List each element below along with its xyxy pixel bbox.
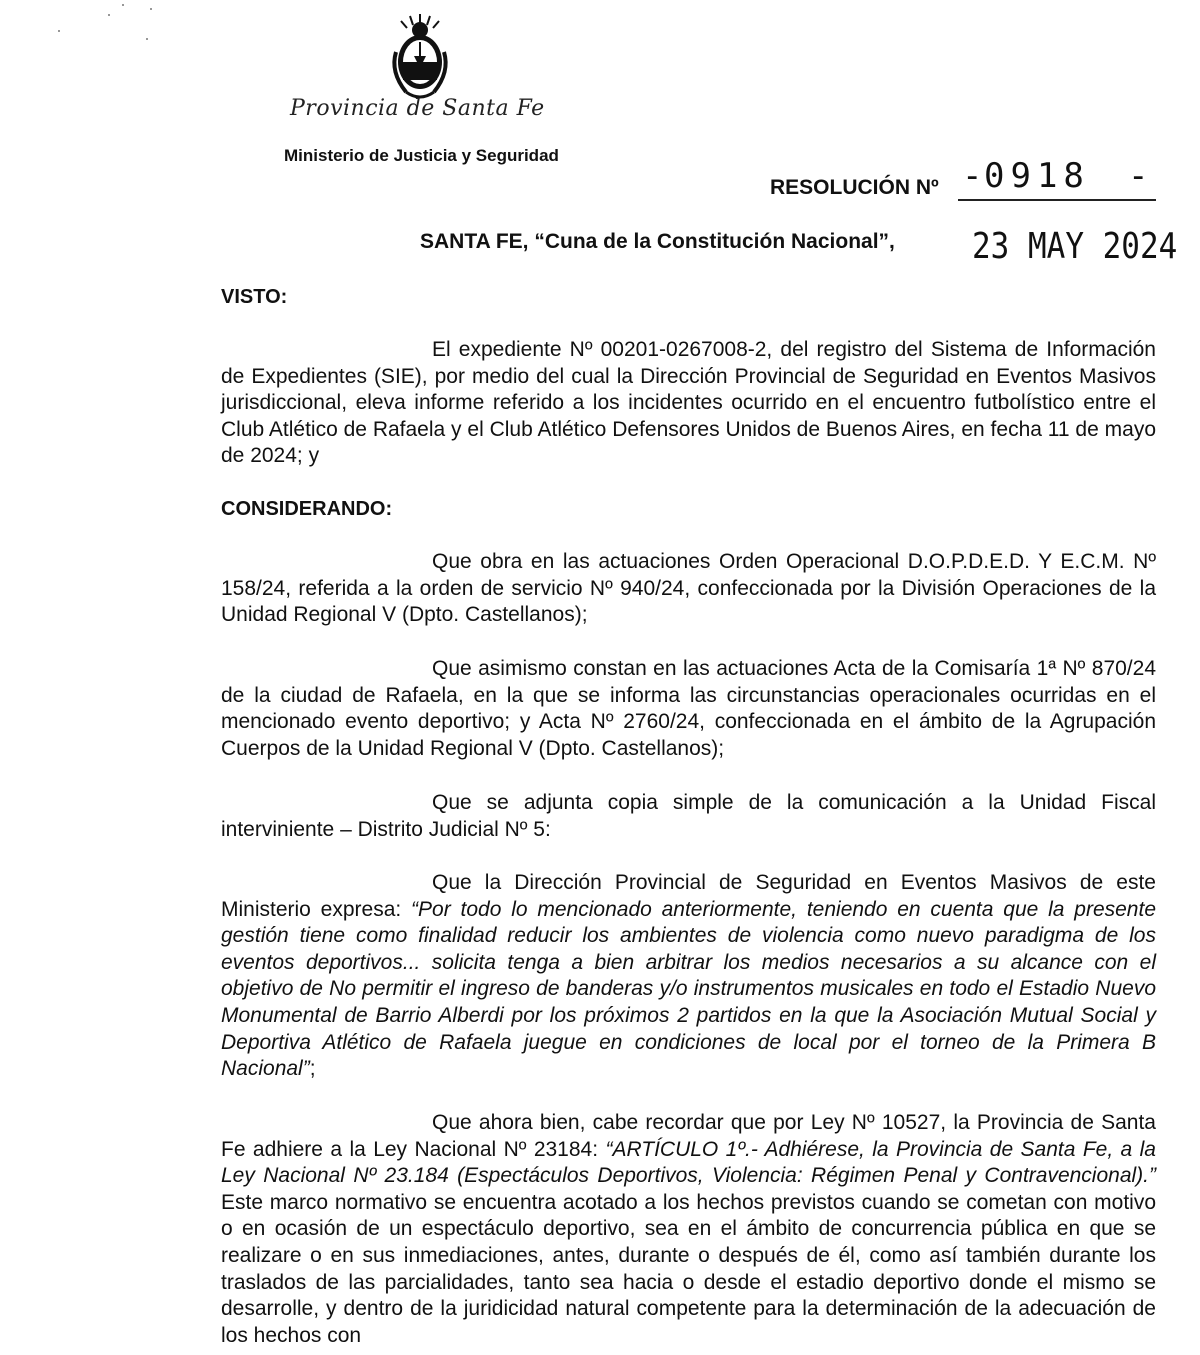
considerando-text-4-end: ; xyxy=(309,1057,316,1081)
considerando-text-1: Que obra en las actuaciones Orden Operacional D.O.P.D.E.D. Y E.C.M. Nº 158/24, referida a la orden de servicio Nº 940/24, confeccionada por la División Operaciones de la Unidad Regional V (Dpto. Castellanos); xyxy=(221,550,1156,627)
visto-heading: VISTO: xyxy=(221,286,288,308)
quoted-request: “Por todo lo mencionado anteriormente, teniendo en cuenta que la presente gestión tiene como finalidad reducir los ambientes de violencia como nuevo paradigma de los eventos deportivos... solicita tenga a bien arbitrar los medios necesarios a su alcance con el objetivo de No permitir el ingreso de banderas y/o instrumentos musicales en todo el Estadio Nuevo Monumental de Barrio Alberdi por los próximos 2 partidos en la que la Asociación Mutual Social y Deportiva Atlético de Rafaela juegue en condiciones de local por el torneo de la Primera B Nacional” xyxy=(221,897,1157,1081)
considerando-paragraph-5 xyxy=(221,1110,1156,1349)
scan-speck xyxy=(146,38,148,40)
province-name: Provincia de Santa Fe xyxy=(290,96,545,121)
considerando-paragraph-1 xyxy=(221,549,1156,629)
considerando-paragraph-4 xyxy=(221,870,1156,1083)
ministry-name: Ministerio de Justicia y Seguridad xyxy=(284,146,559,165)
resolution-label: RESOLUCIÓN Nº xyxy=(770,176,939,199)
place-line: SANTA FE, “Cuna de la Constitución Nacional”, xyxy=(420,230,895,253)
scan-speck xyxy=(58,30,60,32)
visto-paragraph xyxy=(221,337,1156,470)
considerando-text-5-rest: Este marco normativo se encuentra acotado a los hechos previstos cuando se cometan con motivo o en ocasión de un espectáculo deportivo, sea en el ámbito de concurrencia pública en que se realizare o en sus inmediaciones, antes, durante o después de él, como así también durante los traslados de las parcialidades, tanto sea hacia o desde el estadio deportivo donde el mismo se desarrolle, y dentro de la juridicidad natural competente para la determinación de la adecuación de los hechos con xyxy=(221,1190,1156,1347)
resolution-underline xyxy=(958,199,1156,201)
visto-text: El expediente Nº 00201-0267008-2, del registro del Sistema de Información de Expedientes (SIE), por medio del cual la Dirección Provincial de Seguridad en Eventos Masivos jurisdiccional, eleva informe referido a los incidentes ocurrido en el encuentro futbolístico entre el Club Atlético de Rafaela y el Club Atlético Defensores Unidos de Buenos Aires, en fecha 11 de mayo de 2024; y xyxy=(221,338,1156,468)
resolution-number: 0918 xyxy=(984,156,1090,196)
considerando-text-5: Que ahora bien, cabe recordar que por Ley Nº 10527, la Provincia de Santa Fe adhiere a la Ley Nacional Nº 23184: xyxy=(221,1111,1156,1161)
considerando-heading: CONSIDERANDO: xyxy=(221,498,393,520)
scan-speck xyxy=(122,4,124,6)
stamped-date: 23 MAY 2024 xyxy=(972,226,1178,268)
coat-of-arms-icon xyxy=(386,12,454,104)
considerando-text-3: Que se adjunta copia simple de la comunicación a la Unidad Fiscal interviniente – Distrito Judicial Nº 5: xyxy=(221,791,1156,841)
resolution-suffix-mark: - xyxy=(1128,156,1149,196)
scan-speck xyxy=(150,8,152,10)
considerando-paragraph-2 xyxy=(221,656,1156,762)
considerando-paragraph-3 xyxy=(221,790,1156,843)
resolution-prefix-mark: - xyxy=(962,156,983,196)
considerando-text-2: Que asimismo constan en las actuaciones Acta de la Comisaría 1ª Nº 870/24 de la ciudad de Rafaela, en la que se informa las circunstancias operacionales ocurridas en el mencionado evento deportivo; y Acta Nº 2760/24, confeccionada en el ámbito de la Agrupación Cuerpos de la Unidad Regional V (Dpto. Castellanos); xyxy=(221,657,1156,760)
scan-speck xyxy=(108,14,110,16)
considerando-text-4: Que la Dirección Provincial de Seguridad en Eventos Masivos de este Ministerio expresa: xyxy=(221,871,1156,921)
quoted-law-article: “ARTÍCULO 1º.- Adhiérese, la Provincia de Santa Fe, a la Ley Nacional Nº 23.184 (Espectáculos Deportivos, Violencia: Régimen Penal y Contravencional).” xyxy=(221,1137,1156,1188)
